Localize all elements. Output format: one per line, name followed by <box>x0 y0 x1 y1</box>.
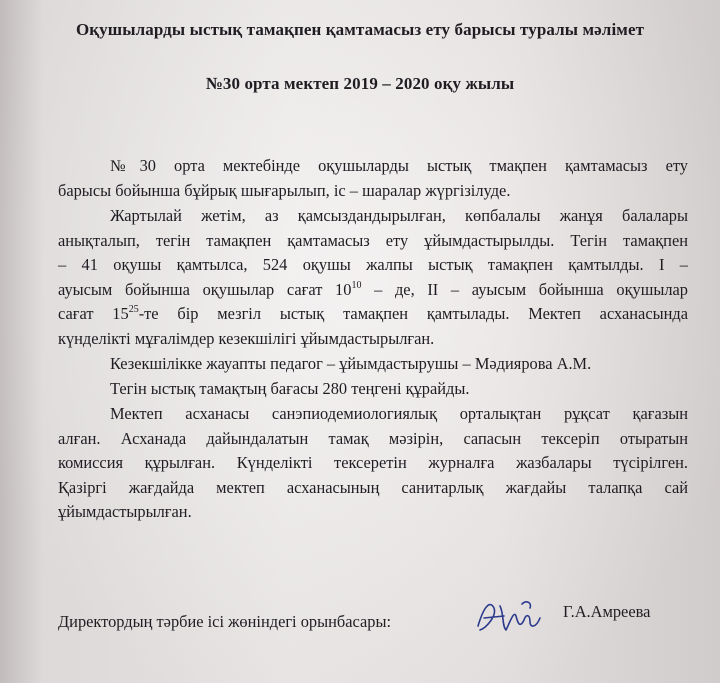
paragraph-line: Кезекшілікке жауапты педагог – ұйымдастырушы – Мәдиярова А.М. <box>110 354 592 373</box>
shift-one-minutes: 10 <box>351 279 362 291</box>
paragraph-order <box>58 154 688 203</box>
paragraph-line: күнделікті мұғалімдер кезекшілігі ұйымдастырылған. <box>58 328 435 348</box>
paragraph-canteen <box>58 402 688 525</box>
paragraph-line: Тегін ыстық тамақтың бағасы 280 теңгені құрайды. <box>110 379 470 398</box>
shift-one-text: ауысым бойынша оқушылар сағат 10 <box>58 279 352 299</box>
handwritten-signature <box>470 596 550 638</box>
paragraph-responsible-teacher <box>58 352 688 377</box>
signer-role: Директордың тәрбие ісі жөніндегі орынбасары: <box>58 612 392 631</box>
paragraph-line: анықталып, тегін тамақпен қамтамасыз ету ұйымдастырылды. Тегін тамақпен <box>58 230 688 250</box>
paragraph-line: ұйымдастырылған. <box>58 502 192 522</box>
paragraph-line <box>58 278 688 303</box>
paragraph-line: Қазіргі жағдайда мектеп асханасының санитарлық жағдайы талапқа сай <box>58 477 688 497</box>
document-subtitle: №30 орта мектеп 2019 – 2020 оқу жылы <box>205 74 515 93</box>
signer-name: Г.А.Амреева <box>563 602 651 621</box>
shift-two-text: – де, ІІ – ауысым бойынша оқушылар <box>361 279 689 299</box>
shift-two-rest: -те бір мезгіл ыстық тамақпен қамтылады. Мектеп асханасында <box>138 304 688 324</box>
paragraph-line: №30 орта мектебінде оқушыларды ыстық тмақпен қамтамасыз ету <box>110 156 688 175</box>
paragraph-line: барысы бойынша бұйрық шығарылып, іс – шаралар жүргізілуде. <box>58 180 511 200</box>
paragraph-line <box>58 302 688 327</box>
paragraph-free-meals <box>58 204 688 352</box>
paragraph-line: Жартылай жетім, аз қамсыздандырылған, көпбалалы жанұя балалары <box>110 206 688 225</box>
shift-two-minutes: 25 <box>128 304 139 316</box>
paragraph-line: Мектеп асханасы санэпиодемиологиялық орталықтан рұқсат қағазын <box>110 404 688 423</box>
document-title: Оқушыларды ыстық тамақпен қамтамасыз ету барысы туралы мәлімет <box>75 20 645 39</box>
signature-block <box>58 602 698 642</box>
paragraph-meal-price <box>58 377 688 402</box>
paragraph-line: комиссия құрылған. Күнделікті тексеретін журналға жазбалары түсірілген. <box>58 453 688 473</box>
paragraph-line: алған. Асханада дайындалатын тамақ мәзірін, сапасын тексеріп отыратын <box>58 428 688 448</box>
shift-two-time: сағат 15 <box>58 304 129 324</box>
paragraph-line: – 41 оқушы қамтылса, 524 оқушы жалпы ыстық тамақпен қамтылды. І – <box>58 255 688 275</box>
